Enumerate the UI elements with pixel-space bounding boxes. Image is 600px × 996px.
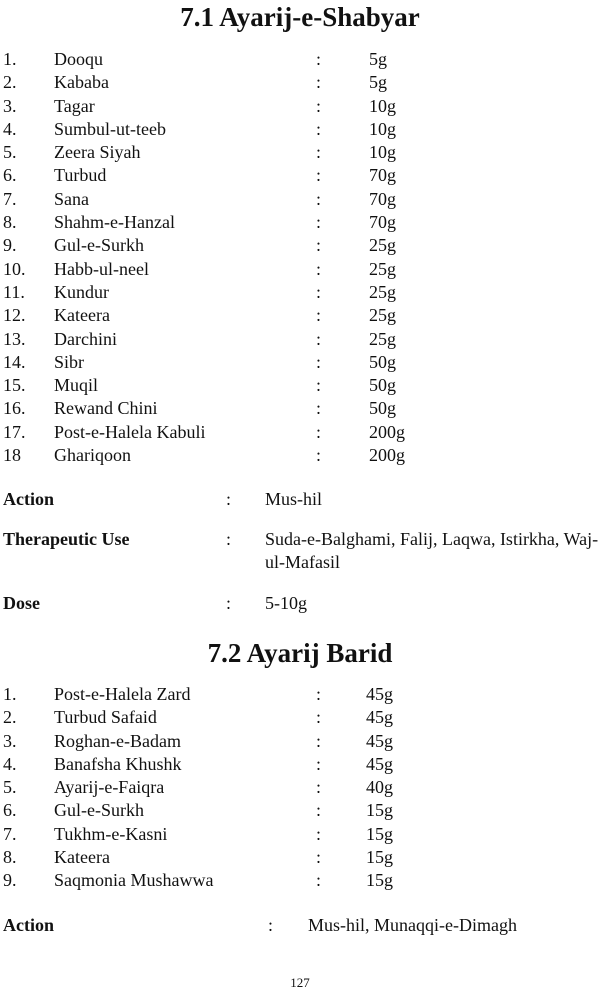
ingredient-quantity: 25g bbox=[369, 305, 396, 326]
ingredient-number: 16. bbox=[3, 398, 26, 419]
ingredient-row bbox=[0, 753, 600, 776]
ingredient-name: Post-e-Halela Zard bbox=[54, 684, 191, 704]
ingredient-quantity: 50g bbox=[369, 351, 396, 372]
ingredient-number: 6. bbox=[3, 800, 17, 821]
ingredient-row bbox=[0, 397, 600, 420]
ingredient-number: 8. bbox=[3, 847, 17, 868]
ingredient-quantity: 200g bbox=[369, 445, 405, 466]
page-number: 127 bbox=[290, 975, 310, 990]
ingredient-colon: : bbox=[316, 753, 322, 774]
action-colon: : bbox=[226, 489, 232, 509]
ingredient-name: Gul-e-Surkh bbox=[54, 800, 144, 821]
ingredient-row bbox=[0, 869, 600, 892]
ingredient-row bbox=[0, 823, 600, 846]
ingredient-name: Shahm-e-Hanzal bbox=[54, 212, 175, 233]
ingredient-name: Sumbul-ut-teeb bbox=[54, 118, 166, 139]
ingredient-name: Habb-ul-neel bbox=[54, 258, 149, 279]
ingredient-name: Rewand Chini bbox=[54, 398, 158, 419]
ingredient-row bbox=[0, 776, 600, 799]
ingredient-quantity: 25g bbox=[369, 235, 396, 256]
ingredient-colon: : bbox=[316, 823, 322, 844]
action-value: Mus-hil bbox=[265, 489, 323, 509]
ingredient-quantity: 200g bbox=[369, 421, 405, 442]
ingredient-colon: : bbox=[316, 847, 322, 868]
ingredient-colon: : bbox=[316, 49, 322, 69]
ingredient-row bbox=[0, 234, 600, 257]
ingredient-row bbox=[0, 211, 600, 234]
action-label: Action bbox=[3, 489, 54, 509]
ingredient-colon: : bbox=[316, 142, 322, 163]
ingredient-number: 9. bbox=[3, 870, 17, 891]
ingredient-colon: : bbox=[316, 707, 322, 728]
ingredient-name: Tukhm-e-Kasni bbox=[54, 823, 168, 844]
ingredient-colon: : bbox=[316, 800, 322, 821]
section-title-ayarij-e-shabyar: 7.1 Ayarij-e-Shabyar bbox=[180, 2, 420, 32]
ingredient-name: Dooqu bbox=[54, 49, 103, 69]
ingredient-name: Sibr bbox=[54, 351, 85, 372]
ingredient-quantity: 5g bbox=[369, 49, 387, 69]
ingredient-colon: : bbox=[316, 95, 322, 116]
ingredient-number: 2. bbox=[3, 707, 17, 728]
ingredient-number: 3. bbox=[3, 95, 17, 116]
therapeutic-use-value: Suda-e-Balghami, Falij, Laqwa, Istirkha, Waj-ul-Mafasil bbox=[265, 529, 599, 572]
ingredient-quantity: 25g bbox=[369, 328, 396, 349]
action-colon-barid: : bbox=[268, 915, 274, 935]
ingredient-quantity: 50g bbox=[369, 375, 396, 396]
ingredient-colon: : bbox=[316, 258, 322, 279]
ingredient-quantity: 10g bbox=[369, 118, 396, 139]
dose-colon: : bbox=[226, 593, 232, 613]
ingredient-colon: : bbox=[316, 445, 322, 466]
ingredient-name: Sana bbox=[54, 188, 89, 209]
ingredient-number: 5. bbox=[3, 777, 17, 798]
ingredient-colon: : bbox=[316, 235, 322, 256]
ingredient-colon: : bbox=[316, 398, 322, 419]
ingredient-list-ayarij-e-shabyar bbox=[0, 48, 600, 467]
ingredient-colon: : bbox=[316, 188, 322, 209]
ingredient-quantity: 15g bbox=[366, 870, 393, 891]
ingredient-quantity: 45g bbox=[366, 753, 393, 774]
ingredient-number: 12. bbox=[3, 305, 26, 326]
ingredient-name: Banafsha Khushk bbox=[54, 753, 182, 774]
ingredient-number: 7. bbox=[3, 823, 17, 844]
ingredient-row bbox=[0, 374, 600, 397]
ingredient-colon: : bbox=[316, 305, 322, 326]
ingredient-number: 1. bbox=[3, 684, 17, 704]
ingredient-name: Muqil bbox=[54, 375, 99, 396]
ingredient-row bbox=[0, 328, 600, 351]
ingredient-row bbox=[0, 95, 600, 118]
ingredient-name: Zeera Siyah bbox=[54, 142, 141, 163]
section-title-ayarij-barid: 7.2 Ayarij Barid bbox=[207, 638, 393, 668]
ingredient-name: Gul-e-Surkh bbox=[54, 235, 144, 256]
ingredient-number: 5. bbox=[3, 142, 17, 163]
ingredient-quantity: 10g bbox=[369, 142, 396, 163]
ingredient-quantity: 15g bbox=[366, 823, 393, 844]
ingredient-number: 8. bbox=[3, 212, 17, 233]
ingredient-quantity: 15g bbox=[366, 800, 393, 821]
ingredient-row bbox=[0, 421, 600, 444]
ingredient-quantity: 10g bbox=[369, 95, 396, 116]
ingredient-name: Darchini bbox=[54, 328, 117, 349]
ingredient-number: 13. bbox=[3, 328, 26, 349]
ingredient-number: 17. bbox=[3, 421, 26, 442]
ingredient-list-ayarij-barid bbox=[0, 683, 600, 893]
ingredient-row bbox=[0, 141, 600, 164]
ingredient-number: 6. bbox=[3, 165, 17, 186]
ingredient-quantity: 5g bbox=[369, 72, 387, 93]
ingredient-name: Kundur bbox=[54, 281, 109, 302]
ingredient-row bbox=[0, 164, 600, 187]
ingredient-row bbox=[0, 683, 600, 706]
ingredient-row bbox=[0, 351, 600, 374]
ingredient-row bbox=[0, 706, 600, 729]
ingredient-quantity: 45g bbox=[366, 684, 393, 704]
dose-value: 5-10g bbox=[265, 593, 307, 613]
ingredient-name: Saqmonia Mushawwa bbox=[54, 870, 214, 891]
ingredient-row bbox=[0, 71, 600, 94]
ingredient-number: 18 bbox=[3, 445, 21, 466]
ingredient-number: 4. bbox=[3, 753, 17, 774]
ingredient-number: 4. bbox=[3, 118, 17, 139]
ingredient-quantity: 70g bbox=[369, 212, 396, 233]
ingredient-number: 3. bbox=[3, 730, 17, 751]
therapeutic-use-colon: : bbox=[226, 529, 232, 549]
ingredient-quantity: 25g bbox=[369, 258, 396, 279]
ingredient-colon: : bbox=[316, 118, 322, 139]
action-label-barid: Action bbox=[3, 915, 54, 935]
ingredient-quantity: 15g bbox=[366, 847, 393, 868]
ingredient-name: Ayarij-e-Faiqra bbox=[54, 777, 165, 798]
ingredient-colon: : bbox=[316, 212, 322, 233]
ingredient-quantity: 50g bbox=[369, 398, 396, 419]
ingredient-number: 7. bbox=[3, 188, 17, 209]
ingredient-row bbox=[0, 304, 600, 327]
ingredient-row bbox=[0, 281, 600, 304]
ingredient-name: Turbud Safaid bbox=[54, 707, 157, 728]
ingredient-row bbox=[0, 444, 600, 467]
ingredient-name: Post-e-Halela Kabuli bbox=[54, 421, 206, 442]
ingredient-name: Turbud bbox=[54, 165, 107, 186]
ingredient-quantity: 45g bbox=[366, 730, 393, 751]
ingredient-quantity: 25g bbox=[369, 281, 396, 302]
ingredient-number: 9. bbox=[3, 235, 17, 256]
ingredient-quantity: 40g bbox=[366, 777, 393, 798]
ingredient-colon: : bbox=[316, 281, 322, 302]
dose-label: Dose bbox=[3, 593, 40, 613]
ingredient-colon: : bbox=[316, 421, 322, 442]
ingredient-name: Kateera bbox=[54, 847, 110, 868]
ingredient-name: Kababa bbox=[54, 72, 109, 93]
ingredient-colon: : bbox=[316, 730, 322, 751]
ingredient-row bbox=[0, 846, 600, 869]
ingredient-colon: : bbox=[316, 328, 322, 349]
ingredient-colon: : bbox=[316, 684, 322, 704]
ingredient-number: 2. bbox=[3, 72, 17, 93]
ingredient-row bbox=[0, 188, 600, 211]
action-value-barid: Mus-hil, Munaqqi-e-Dimagh bbox=[308, 915, 517, 935]
ingredient-number: 14. bbox=[3, 351, 26, 372]
ingredient-number: 10. bbox=[3, 258, 26, 279]
ingredient-quantity: 45g bbox=[366, 707, 393, 728]
ingredient-colon: : bbox=[316, 165, 322, 186]
ingredient-colon: : bbox=[316, 72, 322, 93]
ingredient-colon: : bbox=[316, 870, 322, 891]
ingredient-number: 1. bbox=[3, 49, 17, 69]
ingredient-quantity: 70g bbox=[369, 188, 396, 209]
ingredient-number: 11. bbox=[3, 281, 25, 302]
ingredient-number: 15. bbox=[3, 375, 26, 396]
ingredient-row bbox=[0, 799, 600, 822]
ingredient-name: Roghan-e-Badam bbox=[54, 730, 181, 751]
ingredient-row bbox=[0, 48, 600, 71]
ingredient-colon: : bbox=[316, 777, 322, 798]
therapeutic-use-label: Therapeutic Use bbox=[3, 529, 130, 549]
ingredient-row bbox=[0, 258, 600, 281]
ingredient-row bbox=[0, 118, 600, 141]
ingredient-colon: : bbox=[316, 351, 322, 372]
ingredient-row bbox=[0, 730, 600, 753]
ingredient-name: Kateera bbox=[54, 305, 110, 326]
ingredient-name: Tagar bbox=[54, 95, 95, 116]
ingredient-colon: : bbox=[316, 375, 322, 396]
ingredient-quantity: 70g bbox=[369, 165, 396, 186]
ingredient-name: Ghariqoon bbox=[54, 445, 131, 466]
